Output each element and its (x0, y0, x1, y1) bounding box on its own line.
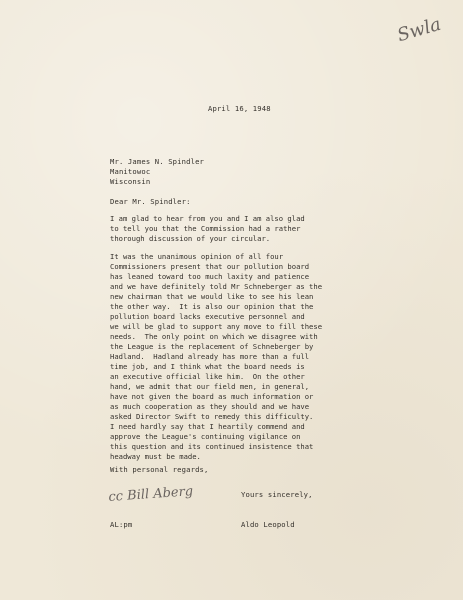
paragraph-line: has leaned toward too much laxity and patience (110, 272, 310, 281)
cc-note: cc Bill Aberg (108, 484, 194, 505)
paragraph-line: new chairman that we would like to see his lean (110, 292, 314, 301)
signer-name: Aldo Leopold (241, 520, 295, 529)
paragraph-line: I need hardly say that I heartily commend and (110, 422, 305, 431)
paragraph-line: this question and its continued insistence that (110, 442, 314, 451)
paragraph-line: to tell you that the Commission had a rather (110, 224, 301, 233)
paragraph-line: the other way. It is also our opinion that the (110, 302, 314, 311)
paragraph-line: approve the League's continuing vigilance on (110, 432, 301, 441)
filing-mark: Swla (395, 13, 444, 47)
recipient-name: Mr. James N. Spindler (110, 157, 205, 166)
paragraph-line: asked Director Swift to remedy this difficulty. (110, 412, 314, 421)
paragraph-line: headway must be made. (110, 452, 201, 461)
paragraph-line: as much cooperation as they should and we have (110, 402, 310, 411)
closing-regards: With personal regards, (110, 465, 209, 474)
paragraph-line: Hadland. Hadland already has more than a full (110, 352, 310, 361)
paragraph-line: and we have definitely told Mr Schneberger as the (110, 282, 323, 291)
paragraph-1 (110, 214, 305, 244)
paragraph-line: we will be glad to support any move to fill these (110, 322, 323, 331)
paragraph-line: I am glad to hear from you and I am also glad (110, 214, 305, 223)
paragraph-line: have not given the board as much information or (110, 392, 314, 401)
paragraph-line: It was the unanimous opinion of all four (110, 252, 284, 261)
letter-date: April 16, 1948 (208, 104, 271, 113)
paragraph-3 (110, 422, 313, 462)
paragraph-line: pollution board lacks executive personnel and (110, 312, 305, 321)
paragraph-2 (110, 252, 322, 422)
paragraph-line: thorough discussion of your circular. (110, 234, 271, 243)
paragraph-line: an executive official like him. On the other (110, 372, 305, 381)
paragraph-line: Commissioners present that our pollution board (110, 262, 310, 271)
paragraph-line: hand, we admit that our field men, in general, (110, 382, 310, 391)
typist-initials: AL:pm (110, 520, 133, 529)
paragraph-line: time job, and I think what the board needs is (110, 362, 305, 371)
paragraph-line: needs. The only point on which we disagree with (110, 332, 318, 341)
salutation: Dear Mr. Spindler: (110, 197, 191, 206)
sign-off: Yours sincerely, (241, 490, 313, 499)
recipient-state: Wisconsin (110, 177, 151, 186)
recipient-city: Manitowoc (110, 167, 151, 176)
paragraph-line: the League is the replacement of Schneberger by (110, 342, 314, 351)
